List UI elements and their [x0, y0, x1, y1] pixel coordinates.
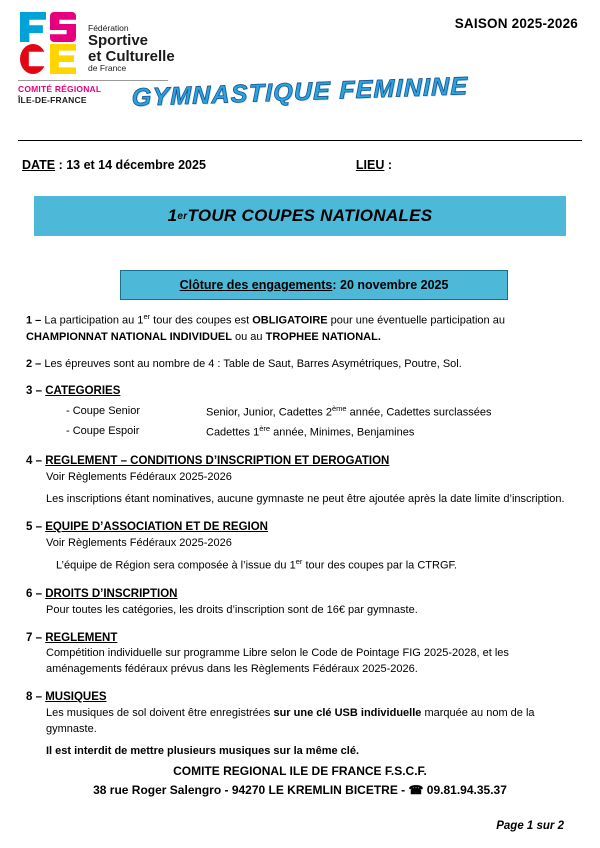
section-1-sup: er	[143, 312, 151, 321]
section-5-heading	[26, 519, 574, 536]
section-4-line-1: Voir Règlements Fédéraux 2025-2026	[46, 471, 232, 483]
date-label: DATE	[22, 158, 56, 172]
table-row	[66, 423, 491, 443]
section-3-title: CATEGORIES	[45, 385, 121, 398]
banner-prefix: 1	[167, 206, 178, 225]
document-footer	[26, 762, 574, 800]
closing-date-label: Clôture des engagements	[179, 278, 333, 292]
banner-text: TOUR COUPES NATIONALES	[187, 206, 433, 225]
section-5-sup: er	[295, 557, 303, 567]
section-4-number: 4 –	[26, 455, 46, 468]
section-1-number: 1 –	[26, 314, 45, 327]
section-2-number: 2 –	[26, 357, 45, 370]
page-title: GYMNASTIQUE FEMININE	[131, 72, 469, 112]
section-1-strong-b: CHAMPIONNAT NATIONAL INDIVIDUEL	[26, 330, 232, 343]
fscf-logo-icon	[18, 12, 80, 74]
section-4-line-2: Les inscriptions étant nominatives, aucune gymnaste ne peut être ajoutée après la date limite d’inscription.	[46, 492, 565, 505]
category-detail-a: Cadettes 1	[206, 426, 260, 439]
section-4-heading	[26, 453, 574, 470]
table-row	[66, 403, 491, 423]
category-name: - Coupe Senior	[66, 405, 140, 418]
document-body	[26, 312, 574, 771]
section-6-line-1: Pour toutes les catégories, les droits d’inscription sont de 16€ par gymnaste.	[46, 603, 418, 616]
event-banner	[34, 196, 566, 236]
closing-date-value: : 20 novembre 2025	[332, 278, 449, 292]
section-8-heading	[26, 689, 574, 706]
section-5	[26, 519, 574, 575]
region-line: ÎLE-DE-FRANCE	[18, 94, 87, 105]
section-2	[26, 357, 574, 373]
document-header	[0, 0, 600, 140]
section-1-strong-c: TROPHEE NATIONAL.	[265, 330, 381, 343]
section-1	[26, 312, 574, 346]
season-label: SAISON 2025-2026	[454, 16, 578, 31]
category-name: - Coupe Espoir	[66, 424, 140, 437]
category-detail	[206, 403, 491, 423]
section-6-heading	[26, 586, 574, 603]
place-label: LIEU	[355, 158, 385, 172]
logo-line-2: Sportive	[88, 31, 149, 49]
section-7-title: REGLEMENT	[45, 631, 118, 644]
section-5-title: EQUIPE D’ASSOCIATION ET DE REGION	[45, 520, 268, 533]
footer-organization: COMITE REGIONAL ILE DE FRANCE F.S.C.F.	[173, 763, 427, 778]
section-8-strong: sur une clé USB individuelle	[273, 706, 422, 719]
section-7-line-1: Compétition individuelle sur programme Libre selon le Code de Pointage FIG 2025-2028, et les aménagements fédéraux prévus dans les Règlements Fédéraux 2025-2026.	[46, 647, 509, 676]
category-detail-b: année, Cadettes surclassées	[346, 406, 492, 419]
section-8-line-1b: marquée au nom de la gymnaste.	[46, 706, 535, 735]
section-3-number: 3 –	[26, 385, 46, 398]
section-4-title: REGLEMENT – CONDITIONS D’INSCRIPTION ET DEROGATION	[45, 455, 390, 468]
section-8-number: 8 –	[26, 691, 46, 704]
category-detail	[206, 423, 491, 443]
section-7-heading	[26, 630, 574, 647]
date-place-row	[22, 158, 578, 172]
logo-line-1: Fédération	[88, 23, 129, 33]
section-5-line-2b: tour des coupes par la CTRGF.	[302, 560, 458, 573]
section-6-title: DROITS D’INSCRIPTION	[45, 588, 178, 601]
section-4	[26, 453, 574, 508]
section-3-heading	[26, 383, 574, 400]
categories-table	[66, 403, 491, 442]
section-3	[26, 383, 574, 442]
place-field	[356, 158, 392, 172]
section-5-line-2	[56, 557, 574, 575]
date-field	[22, 158, 206, 172]
closing-date-box	[120, 270, 508, 300]
section-7	[26, 630, 574, 679]
section-5-line-1: Voir Règlements Fédéraux 2025-2026	[46, 536, 232, 549]
section-8-line-1	[46, 706, 574, 738]
committee-line: COMITÉ RÉGIONAL	[18, 84, 102, 94]
section-6-number: 6 –	[26, 588, 46, 601]
header-divider	[18, 140, 582, 141]
category-detail-sup: ère	[259, 423, 271, 433]
section-6	[26, 586, 574, 619]
category-detail-sup: ème	[331, 404, 347, 414]
section-8-line-1a: Les musiques de sol doivent être enregistrées	[46, 706, 274, 719]
section-5-line-2a: L’équipe de Région sera composée à l’issue du 1	[56, 560, 296, 573]
section-1-part-d: ou au	[231, 330, 266, 343]
logo-line-3: et Culturelle	[88, 47, 175, 65]
banner-sup: er	[177, 210, 188, 222]
logo-divider	[18, 80, 168, 81]
category-detail-b: année, Minimes, Benjamines	[270, 426, 415, 439]
section-1-part-b: tour des coupes est	[150, 314, 253, 327]
section-8-line-2: Il est interdit de mettre plusieurs musiques sur la même clé.	[46, 744, 359, 757]
section-8-title: MUSIQUES	[45, 691, 107, 704]
section-2-body: Les épreuves sont au nombre de 4 : Table de Saut, Barres Asymétriques, Poutre, Sol.	[44, 357, 462, 370]
logo-line-4: de France	[88, 63, 127, 74]
category-detail-a: Senior, Junior, Cadettes 2	[206, 406, 332, 419]
section-2-text	[26, 357, 574, 373]
federation-name	[88, 12, 175, 73]
footer-address: 38 rue Roger Salengro - 94270 LE KREMLIN BICETRE - ☎ 09.81.94.35.37	[93, 782, 507, 797]
section-7-number: 7 –	[26, 631, 46, 644]
section-1-part-c: pour une éventuelle participation au	[327, 314, 505, 327]
section-5-number: 5 –	[26, 520, 46, 533]
section-1-strong-a: OBLIGATOIRE	[252, 314, 328, 327]
place-value: :	[384, 158, 393, 172]
section-1-part-a: La participation au 1	[44, 314, 144, 327]
section-1-text	[26, 312, 574, 346]
date-value: : 13 et 14 décembre 2025	[55, 158, 206, 172]
section-8	[26, 689, 574, 759]
page-number: Page 1 sur 2	[496, 820, 564, 832]
